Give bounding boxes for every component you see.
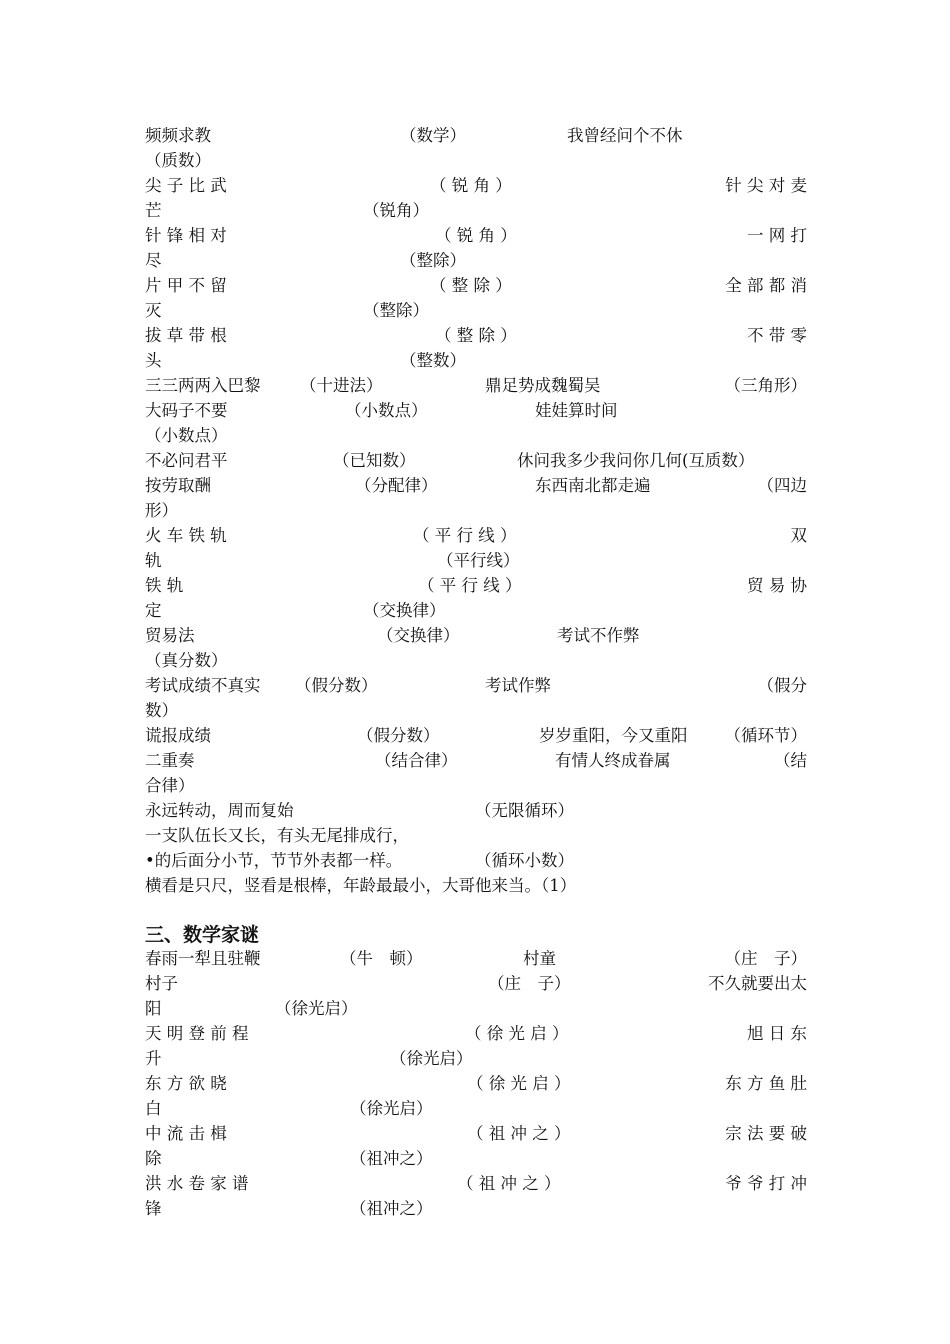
riddle-line (145, 449, 807, 473)
riddle-clue: 洪 水 卷 家 谱 (145, 1174, 249, 1193)
riddle-line (145, 149, 807, 173)
riddle-clue: 尽 (145, 251, 162, 270)
riddle-answer: （已知数） (333, 451, 416, 470)
riddle-answer: 数） (145, 701, 178, 720)
riddle-line (145, 674, 807, 698)
riddle-clue: 定 (145, 601, 162, 620)
riddle-line (145, 174, 807, 198)
riddle-clue: 针 尖 对 麦 (725, 176, 807, 195)
riddle-answer: （假分数） (357, 726, 440, 745)
riddle-line (145, 199, 807, 223)
riddle-line (145, 1072, 807, 1096)
riddle-answer: （三角形） (724, 376, 807, 395)
riddle-line (145, 724, 807, 748)
riddle-answer: （假分 (757, 676, 807, 695)
riddle-line (145, 574, 807, 598)
riddle-clue: 考试成绩不真实 (145, 676, 261, 695)
riddle-clue: 有情人终成眷属 (555, 751, 671, 770)
riddle-answer: （交换律） (377, 626, 460, 645)
riddle-answer: （ 祖 冲 之 ） (457, 1174, 561, 1193)
riddle-answer: （徐光启） (350, 1099, 433, 1118)
riddle-answer: （质数） (145, 151, 211, 170)
riddle-answer: （ 徐 光 启 ） (465, 1024, 569, 1043)
riddle-line (145, 549, 807, 573)
riddle-line (145, 299, 807, 323)
riddle-line (145, 749, 807, 773)
riddle-line (145, 824, 807, 848)
riddle-line (145, 947, 807, 971)
riddle-answer: （四边 (757, 476, 807, 495)
riddle-answer: （徐光启） (275, 999, 358, 1018)
riddle-clue: 头 (145, 351, 162, 370)
riddle-answer: （小数点） (145, 426, 228, 445)
riddle-clue: 三三两两入巴黎 (145, 376, 261, 395)
riddle-clue: 春雨一犁且驻鞭 (145, 949, 261, 968)
riddle-answer: （祖冲之） (350, 1199, 433, 1218)
riddle-clue: 东西南北都走遍 (535, 476, 651, 495)
riddle-clue: •的后面分小节，节节外表都一样。 (145, 851, 403, 870)
riddle-answer: （十进法） (300, 376, 383, 395)
riddle-line (145, 249, 807, 273)
riddle-answer: （牛 顿） (340, 949, 423, 968)
riddle-clue: 一支队伍长又长，有头无尾排成行， (145, 826, 409, 845)
riddle-answer: 形） (145, 501, 178, 520)
riddle-answer: （ 平 行 线 ） (418, 576, 522, 595)
riddle-clue: 中 流 击 楫 (145, 1124, 227, 1143)
riddle-clue: 天 明 登 前 程 (145, 1024, 249, 1043)
riddle-clue: 娃娃算时间 (535, 401, 618, 420)
riddle-clue: 一 网 打 (747, 226, 807, 245)
riddle-line (145, 624, 807, 648)
riddle-line (145, 972, 807, 996)
riddle-line (145, 399, 807, 423)
riddle-clue: 谎报成绩 (145, 726, 211, 745)
riddle-line (145, 499, 807, 523)
riddle-line (145, 124, 807, 148)
riddle-answer: （假分数） (295, 676, 378, 695)
riddle-line (145, 1172, 807, 1196)
riddle-clue: 尖 子 比 武 (145, 176, 227, 195)
riddle-clue: 爷 爷 打 冲 (725, 1174, 807, 1193)
riddle-clue: 芒 (145, 201, 162, 220)
riddle-clue: 东 方 欲 晓 (145, 1074, 227, 1093)
riddle-clue: 阳 (145, 999, 162, 1018)
riddle-answer: （整除） (363, 301, 429, 320)
riddle-clue: 贸易法 (145, 626, 195, 645)
riddle-clue: 东 方 鱼 肚 (725, 1074, 807, 1093)
riddle-line (145, 1022, 807, 1046)
riddle-line (145, 324, 807, 348)
riddle-clue: 全 部 都 消 (725, 276, 807, 295)
riddle-answer: （ 徐 光 启 ） (467, 1074, 571, 1093)
riddle-clue: 针 锋 相 对 (145, 226, 227, 245)
riddle-clue: 火 车 铁 轨 (145, 526, 227, 545)
riddle-clue: 鼎足势成魏蜀吴 (485, 376, 601, 395)
riddle-clue: 轨 (145, 551, 162, 570)
riddle-line (145, 1197, 807, 1221)
riddle-clue: 灭 (145, 301, 162, 320)
riddle-line (145, 524, 807, 548)
riddle-answer: （锐角） (363, 201, 429, 220)
riddle-clue: 休问我多少我问你几何(互质数） (517, 451, 755, 470)
riddle-answer: （整除） (400, 251, 466, 270)
riddle-line (145, 774, 807, 798)
riddle-answer: 合律） (145, 776, 195, 795)
section-heading: 三、数学家谜 (145, 924, 260, 946)
riddle-line (145, 1122, 807, 1146)
riddle-answer: （庄 子） (488, 974, 571, 993)
riddle-clue: 考试作弊 (485, 676, 551, 695)
riddle-answer: （无限循环） (475, 801, 574, 820)
riddle-clue: 村子 (145, 974, 178, 993)
riddle-clue: 双 (790, 526, 807, 545)
riddle-line (145, 349, 807, 373)
riddle-clue: 频频求教 (145, 126, 211, 145)
riddle-line (145, 874, 807, 898)
riddle-clue: 升 (145, 1049, 162, 1068)
riddle-clue: 不必问君平 (145, 451, 228, 470)
riddle-answer: （ 整 除 ） (430, 276, 512, 295)
riddle-answer: （ 祖 冲 之 ） (467, 1124, 571, 1143)
riddle-line (145, 699, 807, 723)
riddle-clue: 宗 法 要 破 (725, 1124, 807, 1143)
riddle-answer: （徐光启） (390, 1049, 473, 1068)
riddle-line (145, 649, 807, 673)
riddle-answer: （ 整 除 ） (435, 326, 517, 345)
riddle-clue: 村童 (523, 949, 556, 968)
riddle-answer: （平行线） (437, 551, 520, 570)
riddle-clue: 我曾经问个不休 (567, 126, 683, 145)
riddle-clue: 铁 轨 (145, 576, 184, 595)
riddle-line (145, 599, 807, 623)
riddle-answer: （交换律） (363, 601, 446, 620)
riddle-line (145, 1047, 807, 1071)
riddle-clue: 考试不作弊 (557, 626, 640, 645)
riddle-answer: （真分数） (145, 651, 228, 670)
riddle-answer: （整数） (400, 351, 466, 370)
riddle-clue: 除 (145, 1149, 162, 1168)
riddle-answer: （祖冲之） (350, 1149, 433, 1168)
riddle-answer: （ 锐 角 ） (430, 176, 512, 195)
riddle-clue: 不久就要出太 (708, 974, 807, 993)
riddle-line (145, 799, 807, 823)
riddle-clue: 旭 日 东 (747, 1024, 807, 1043)
riddle-clue: 不 带 零 (747, 326, 807, 345)
riddle-line (145, 374, 807, 398)
riddle-answer: （ 锐 角 ） (435, 226, 517, 245)
riddle-answer: （数学） (400, 126, 466, 145)
riddle-clue: 白 (145, 1099, 162, 1118)
riddle-clue: 锋 (145, 1199, 162, 1218)
riddle-clue: 拔 草 带 根 (145, 326, 227, 345)
riddle-line (145, 1147, 807, 1171)
riddle-answer: （分配律） (355, 476, 438, 495)
riddle-answer: （循环节） (724, 726, 807, 745)
riddle-answer: （庄 子） (724, 949, 807, 968)
riddle-answer: （结 (774, 751, 807, 770)
riddle-clue: 岁岁重阳，今又重阳 (539, 726, 688, 745)
riddle-clue: 片 甲 不 留 (145, 276, 227, 295)
riddle-answer: （小数点） (345, 401, 428, 420)
riddle-answer: （结合律） (375, 751, 458, 770)
riddle-clue: 横看是只尺，竖看是根棒，年龄最最小，大哥他来当。（1） (145, 876, 577, 895)
riddle-line (145, 849, 807, 873)
riddle-line (145, 1097, 807, 1121)
riddle-answer: （ 平 行 线 ） (413, 526, 517, 545)
riddle-line (145, 224, 807, 248)
riddle-line (145, 997, 807, 1021)
riddle-clue: 按劳取酬 (145, 476, 211, 495)
riddle-clue: 大码子不要 (145, 401, 228, 420)
riddle-line (145, 474, 807, 498)
riddle-line (145, 274, 807, 298)
riddle-clue: 贸 易 协 (747, 576, 807, 595)
riddle-clue: 永远转动，周而复始 (145, 801, 294, 820)
riddle-line (145, 424, 807, 448)
riddle-clue: 二重奏 (145, 751, 195, 770)
riddle-answer: （循环小数） (475, 851, 574, 870)
